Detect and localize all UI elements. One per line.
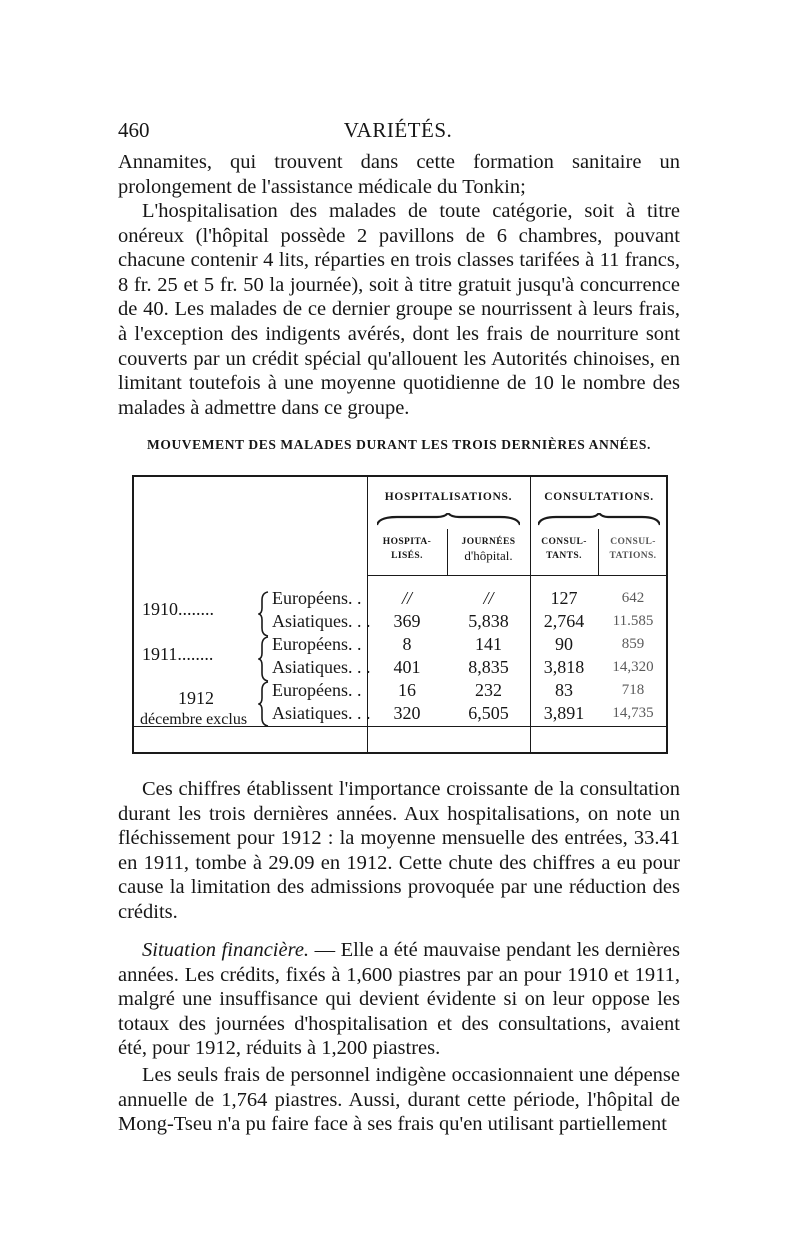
subheader-consultations: CONSUL- TATIONS. bbox=[609, 537, 657, 561]
running-title: VARIÉTÉS. bbox=[343, 118, 453, 142]
group-header-consultations: CONSULTATIONS. bbox=[544, 491, 654, 503]
table-cell: 14,320 bbox=[612, 659, 654, 675]
year-1912-note: décembre exclus bbox=[140, 711, 248, 728]
table-cell: 320 bbox=[393, 703, 421, 723]
table-cell: 401 bbox=[393, 657, 421, 677]
table-cell: 2,764 bbox=[543, 611, 585, 631]
page-number: 460 bbox=[118, 118, 150, 142]
table-row-category: Asiatiques. . . bbox=[272, 703, 371, 723]
table-cell: 718 bbox=[621, 682, 645, 698]
table-cell: 90 bbox=[555, 634, 573, 654]
hosp-brace bbox=[377, 513, 520, 527]
table-cell: 3,891 bbox=[543, 703, 585, 723]
table-row-category: Européens. . bbox=[272, 634, 362, 654]
paragraph-2: L'hospitalisation des malades de toute catégorie, soit à titre onéreux (l'hôpital possède 2 pavillons de 6 chambres, pouvant chacune contenir 4 lits, réparties en trois classes tarifées à 11 francs, 8 fr. 25 et 5 fr. 50 la journée), soit à titre gratuit jusqu'à concurrence de 40. Les malades de ce dernier groupe se nourrissent à leurs frais, à l'exception des indigents avérés, dont les frais de nourriture sont couverts par un crédit spécial qu'allouent les Autorités chinoises, en limitant toutefois à une moyenne quotidienne de 10 le nombre des malades à admettre dans ce groupe. bbox=[118, 200, 680, 419]
paragraph-5: Les seuls frais de personnel indigène occasionnaient une dépense annuelle de 1,764 piastres. Aussi, durant cette période, l'hôpital de Mong-Tseu n'a pu faire face à ses frais qu'en utilisant partiellement bbox=[118, 1064, 680, 1136]
table-cell: 14,735 bbox=[612, 705, 654, 721]
table-cell: 11.585 bbox=[612, 613, 654, 629]
paragraph-3: Ces chiffres établissent l'importance croissante de la consultation durant les trois dernières années. Aux hospitalisations, on note un fléchissement pour 1912 : la moyenne mensuelle des entrées, 33.41 en 1911, tombe à 29.09 en 1912. Cette chute des chiffres a eu pour cause la limitation des admissions provoquée par une réduction des crédits. bbox=[118, 778, 680, 923]
cons-brace bbox=[538, 513, 660, 527]
table-cell: 8,835 bbox=[468, 657, 509, 677]
table-row-category: Asiatiques. . . bbox=[272, 657, 371, 677]
table-cell: 16 bbox=[398, 680, 416, 700]
table-cell: 127 bbox=[550, 588, 578, 608]
table-cell: // bbox=[483, 588, 494, 608]
table-row-category: Européens. . bbox=[272, 680, 362, 700]
table-cell: 3,818 bbox=[543, 657, 585, 677]
brace-1910 bbox=[258, 590, 270, 638]
brace-1912 bbox=[258, 680, 270, 728]
table-cell: 232 bbox=[475, 680, 502, 700]
table-row-category: Asiatiques. . . bbox=[272, 611, 371, 631]
statistics-table bbox=[132, 475, 668, 754]
subheader-consultants: CONSUL- TANTS. bbox=[541, 537, 587, 561]
subheader-journees: JOURNÉES d'hôpital. bbox=[461, 537, 516, 563]
subheader-hospitalises: HOSPITA- LISÉS. bbox=[382, 537, 432, 561]
paragraph-1: Annamites, qui trouvent dans cette formation sanitaire un prolongement de l'assistance médicale du Tonkin; bbox=[118, 151, 680, 198]
paragraph-4: Situation financière. — Elle a été mauvaise pendant les dernières années. Les crédits, fixés à 1,600 piastres par an pour 1910 et 1911, malgré une insuffisance qui devient évidente si on leur oppose les totaux des journées d'hospitalisation et des consultations, avaient été, pour 1912, réduits à 1,200 piastres. bbox=[118, 939, 680, 1060]
year-1912: 1912 bbox=[178, 688, 214, 708]
table-cell: 8 bbox=[402, 634, 412, 654]
table-cell: 6,505 bbox=[468, 703, 509, 723]
table-cell: 859 bbox=[621, 636, 645, 652]
table-title: MOUVEMENT DES MALADES DURANT LES TROIS DERNIÈRES ANNÉES. bbox=[147, 437, 651, 452]
section-heading: Situation financière. bbox=[142, 939, 310, 961]
group-header-hospitalisations: HOSPITALISATIONS. bbox=[384, 491, 513, 503]
page-header bbox=[118, 118, 678, 148]
table-cell: 642 bbox=[621, 590, 645, 606]
table-cell: 83 bbox=[555, 680, 573, 700]
table-cell: 141 bbox=[475, 634, 502, 654]
table-cell: 369 bbox=[393, 611, 421, 631]
year-1911: 1911........ bbox=[142, 644, 214, 664]
brace-1911 bbox=[258, 635, 270, 683]
year-1910: 1910........ bbox=[142, 599, 214, 619]
table-cell: 5,838 bbox=[468, 611, 509, 631]
table-row-category: Européens. . bbox=[272, 588, 362, 608]
table-cell: // bbox=[401, 588, 412, 608]
